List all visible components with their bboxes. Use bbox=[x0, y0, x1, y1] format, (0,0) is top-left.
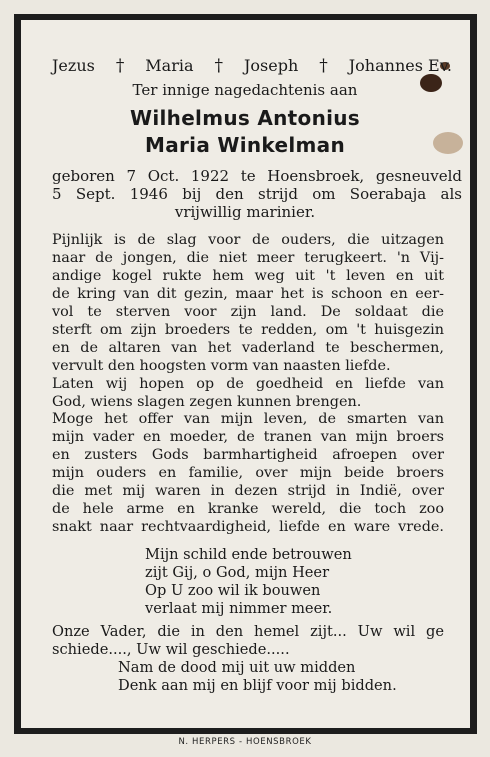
body-line: Pijnlijk is de slag voor de ouders, die uitzagen bbox=[52, 232, 444, 248]
body-line: snakt naar rechtvaardigheid, liefde en ware vrede. bbox=[52, 519, 444, 535]
cross-icon: † bbox=[319, 56, 328, 76]
body-line: mijn vader en moeder, de tranen van mijn broers bbox=[52, 429, 444, 445]
printer-credit: N. HERPERS - HOENSBROEK bbox=[178, 737, 312, 747]
body-line: Laten wij hopen op de goedheid en liefde van bbox=[52, 376, 444, 392]
mourning-border-bottom bbox=[14, 728, 477, 734]
saints-invocation bbox=[52, 56, 452, 76]
body-line: God, wiens slagen zegen kunnen brengen. bbox=[52, 394, 362, 410]
body-line: de hele arme en kranke wereld, die toch zoo bbox=[52, 501, 444, 517]
mourning-border-top bbox=[14, 14, 476, 20]
body-line: die met mij waren in dezen strijd in Indië, over bbox=[52, 483, 444, 499]
birth-death-line: 5 Sept. 1946 bij den strijd om Soerabaja als bbox=[52, 185, 462, 203]
body-line: Moge het offer van mijn leven, de smarten van bbox=[52, 411, 444, 427]
prayer-line: Denk aan mij en blijf voor mij bidden. bbox=[118, 677, 397, 694]
birth-death-line: geboren 7 Oct. 1922 te Hoensbroek, gesneuveld bbox=[52, 167, 462, 185]
dedication-line: Ter innige nagedachtenis aan bbox=[132, 81, 358, 99]
poem-line: verlaat mij nimmer meer. bbox=[145, 600, 333, 617]
cross-icon: † bbox=[115, 56, 125, 76]
body-line: vervult den hoogsten vorm van naasten liefde. bbox=[52, 358, 391, 374]
body-line: andige kogel rukte hem weg uit 't leven en uit bbox=[52, 268, 444, 284]
deceased-name-line-1: Wilhelmus Antonius bbox=[129, 106, 361, 130]
body-line: vol te sterven voor zijn land. De soldaat die bbox=[52, 304, 444, 320]
birth-death-line: vrijwillig marinier. bbox=[174, 203, 316, 221]
body-line: naar de jongen, die niet meer terugkeert. 'n Vij- bbox=[52, 250, 444, 266]
body-line: de kring van dit gezin, maar het is schoon en eer- bbox=[52, 286, 444, 302]
cross-icon: † bbox=[214, 56, 224, 76]
prayer-line: schiede...., Uw wil geschiede..... bbox=[52, 641, 290, 658]
saint-name: Johannes Ev. bbox=[348, 56, 452, 75]
poem-line: Op U zoo wil ik bouwen bbox=[145, 582, 321, 599]
body-line: en de altaren van het vaderland te beschermen, bbox=[52, 340, 444, 356]
saint-name: Joseph bbox=[244, 56, 299, 75]
prayer-line: Onze Vader, die in den hemel zijt... Uw wil ge bbox=[52, 623, 444, 640]
body-line: sterft om zijn broeders te redden, om 't huisgezin bbox=[52, 322, 444, 338]
poem-line: zijt Gij, o God, mijn Heer bbox=[145, 564, 330, 581]
saint-name: Jezus bbox=[52, 56, 95, 75]
body-line: en zusters Gods barmhartigheid afroepen over bbox=[52, 447, 444, 463]
prayer-line: Nam de dood mij uit uw midden bbox=[118, 659, 356, 676]
body-line: mijn ouders en familie, over mijn beide broers bbox=[52, 465, 444, 481]
poem-line: Mijn schild ende betrouwen bbox=[145, 546, 352, 563]
deceased-name-line-2: Maria Winkelman bbox=[145, 133, 345, 157]
saint-name: Maria bbox=[145, 56, 194, 75]
